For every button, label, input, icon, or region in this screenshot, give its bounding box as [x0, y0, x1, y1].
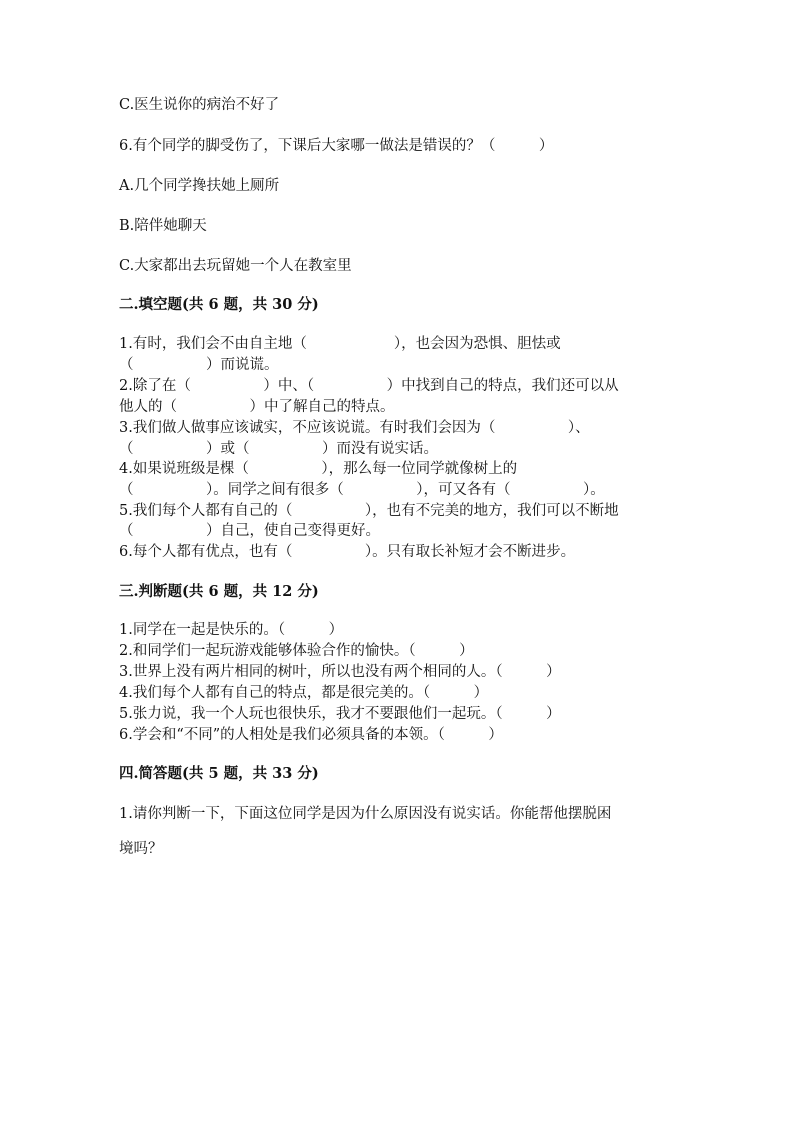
short-answer-q1-line1: 1.请你判断一下，下面这位同学是因为什么原因没有说实话。你能帮他摆脱困 — [119, 806, 612, 822]
true-false-item: 3.世界上没有两片相同的树叶，所以也没有两个相同的人。（ ） — [119, 664, 561, 680]
short-answer-q1-line2: 境吗？ — [119, 841, 163, 857]
section-heading-fill-blank: 二.填空题(共 6 题，共 30 分) — [119, 296, 319, 313]
fill-blank-line: 他人的（ ）中了解自己的特点。 — [119, 399, 395, 415]
section-heading-true-false: 三.判断题(共 6 题，共 12 分) — [119, 583, 319, 600]
true-false-item: 1.同学在一起是快乐的。（ ） — [119, 622, 344, 638]
true-false-item: 5.张力说，我一个人玩也很快乐，我才不要跟他们一起玩。（ ） — [119, 706, 561, 722]
fill-blank-line: 2.除了在（ ）中、（ ）中找到自己的特点，我们还可以从 — [119, 378, 619, 394]
q6-option-a: A.几个同学搀扶她上厕所 — [119, 178, 280, 194]
fill-blank-line: （ ）或（ ）而没有说实话。 — [119, 441, 438, 457]
q6-option-c: C.大家都出去玩留她一个人在教室里 — [119, 258, 352, 274]
q6-question: 6.有个同学的脚受伤了，下课后大家哪一做法是错误的？（ ） — [119, 138, 554, 154]
q6-option-b: B.陪伴她聊天 — [119, 218, 207, 234]
true-false-item: 2.和同学们一起玩游戏能够体验合作的愉快。（ ） — [119, 643, 474, 659]
fill-blank-line: （ ）。同学之间有很多（ ），可又各有（ ）。 — [119, 482, 605, 498]
fill-blank-line: 4.如果说班级是棵（ ），那么每一位同学就像树上的 — [119, 461, 518, 477]
fill-blank-line: 3.我们做人做事应该诚实，不应该说谎。有时我们会因为（ ）、 — [119, 420, 590, 436]
q5-option-c: C.医生说你的病治不好了 — [119, 97, 280, 113]
fill-blank-line: 6.每个人都有优点，也有（ ）。只有取长补短才会不断进步。 — [119, 544, 576, 560]
true-false-item: 4.我们每个人都有自己的特点，都是很完美的。（ ） — [119, 685, 489, 701]
section-heading-short-answer: 四.简答题(共 5 题，共 33 分) — [119, 765, 319, 782]
fill-blank-line: 1.有时，我们会不由自主地（ ），也会因为恐惧、胆怯或 — [119, 336, 561, 352]
fill-blank-line: （ ）自己，使自己变得更好。 — [119, 523, 380, 539]
true-false-item: 6.学会和“不同”的人相处是我们必须具备的本领。（ ） — [119, 727, 503, 743]
fill-blank-line: （ ）而说谎。 — [119, 357, 279, 373]
fill-blank-line: 5.我们每个人都有自己的（ ），也有不完美的地方，我们可以不断地 — [119, 503, 619, 519]
